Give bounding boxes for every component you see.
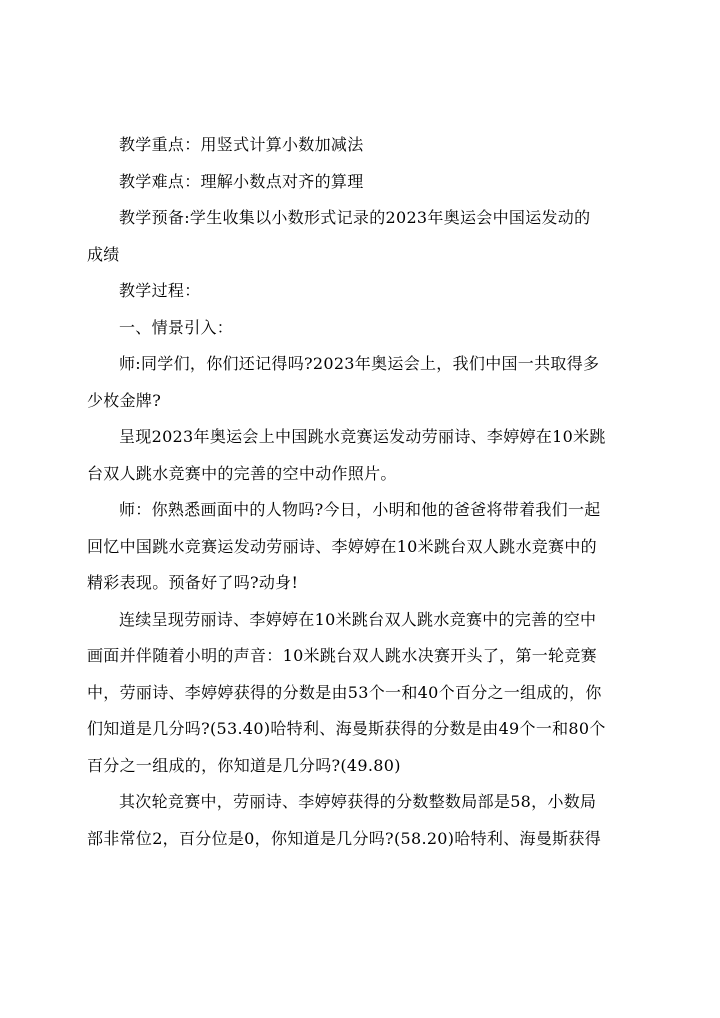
paragraph-teacher-narration: 师：你熟悉画面中的人物吗?今日，小明和他的爸爸将带着我们一起 回忆中国跳水竞赛运发动劳丽诗、李婷婷在10米跳台双人跳水竞赛中的 精彩表现。预备好了吗?动身! <box>87 500 601 592</box>
paragraph-teaching-difficulty: 教学难点：理解小数点对齐的算理 <box>119 171 364 191</box>
paragraph-show-photo: 呈现2023年奥运会上中国跳水竞赛运发动劳丽诗、李婷婷在10米跳 台双人跳水竞赛中的完善的空中动作照片。 <box>87 427 606 483</box>
document-page <box>87 127 635 857</box>
paragraph-first-round: 连续呈现劳丽诗、李婷婷在10米跳台双人跳水竞赛中的完善的空中 画面并伴随着小明的声音：10米跳台双人跳水决赛开头了，第一轮竞赛 中，劳丽诗、李婷婷获得的分数是由53个一和40个百分之一组成的，你 们知道是几分吗?(53.40)哈特利、海曼斯获得的分数是由49个一和80个 百分之一组成的，你知道是几分吗?(49.80) <box>87 609 606 775</box>
paragraph-teaching-process-heading: 教学过程： <box>119 281 201 300</box>
paragraph-second-round: 其次轮竞赛中，劳丽诗、李婷婷获得的分数整数局部是58，小数局 部非常位2，百分位是0，你知道是几分吗?(58.20)哈特利、海曼斯获得 <box>87 792 602 848</box>
paragraph-section-intro-heading: 一、情景引入： <box>119 317 234 337</box>
paragraph-teaching-preparation: 教学预备:学生收集以小数形式记录的2023年奥运会中国运发动的 成绩 <box>87 208 591 264</box>
paragraph-teacher-question: 师:同学们，你们还记得吗?2023年奥运会上，我们中国一共取得多 少枚金牌? <box>87 354 600 410</box>
paragraph-teaching-focus: 教学重点：用竖式计算小数加减法 <box>119 135 364 154</box>
